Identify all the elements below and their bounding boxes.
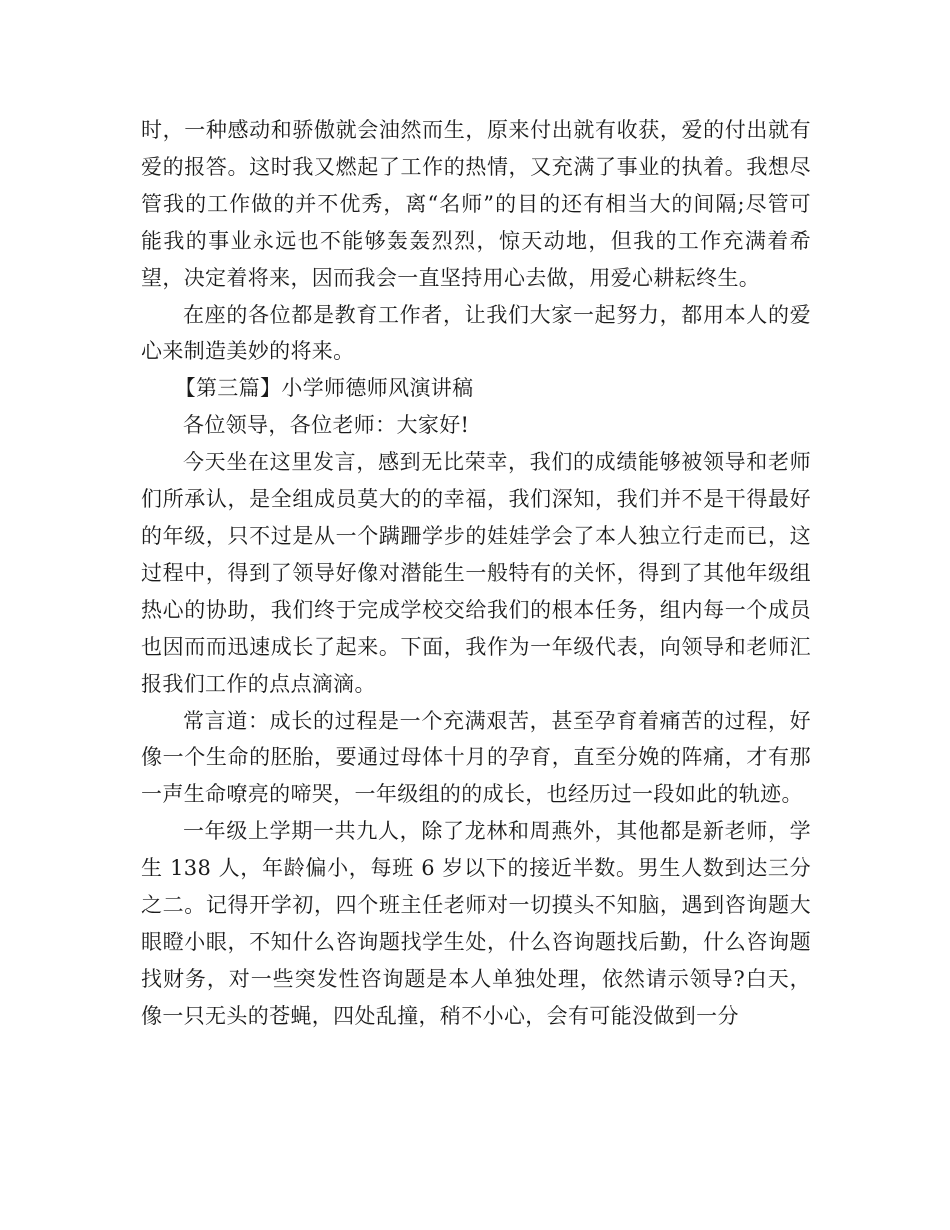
paragraph-greeting: 各位领导，各位老师：大家好! bbox=[183, 413, 470, 438]
paragraph-body: 常言道：成长的过程是一个充满艰苦，甚至孕育着痛苦的过程，好像一个生命的胚胎，要通过母体十月的孕育，直至分娩的阵痛，才有那一声生命嘹亮的啼哭，一年级组的的成长，也经历过一段如此的轨迹。 bbox=[141, 708, 811, 807]
document-page bbox=[141, 112, 811, 1035]
section-heading: 【第三篇】小学师德师风演讲稿 bbox=[174, 376, 474, 401]
paragraph-continuation: 时，一种感动和骄傲就会油然而生，原来付出就有收获，爱的付出就有爱的报答。这时我又燃起了工作的热情，又充满了事业的执着。我想尽管我的工作做的并不优秀，离“名师”的目的还有相当大的间隔;尽管可能我的事业永远也不能够轰轰烈烈，惊天动地，但我的工作充满着希望，决定着将来，因而我会一直坚持用心去做，用爱心耕耘终生。 bbox=[141, 118, 811, 290]
paragraph-body: 今天坐在这里发言，感到无比荣幸，我们的成绩能够被领导和老师们所承认，是全组成员莫大的的幸福，我们深知，我们并不是干得最好的年级，只不过是从一个蹒跚学步的娃娃学会了本人独立行走而已，这过程中，得到了领导好像对潜能生一般特有的关怀，得到了其他年级组热心的协助，我们终于完成学校交给我们的根本任务，组内每一个成员也因而而迅速成长了起来。下面，我作为一年级代表，向领导和老师汇报我们工作的点点滴滴。 bbox=[141, 450, 811, 696]
paragraph-closing: 在座的各位都是教育工作者，让我们大家一起努力，都用本人的爱心来制造美妙的将来。 bbox=[141, 302, 811, 364]
paragraph-body: 一年级上学期一共九人，除了龙林和周燕外，其他都是新老师，学生 138 人，年龄偏小，每班 6 岁以下的接近半数。男生人数到达三分之二。记得开学初，四个班主任老师对一切摸头不知脑，遇到咨询题大眼瞪小眼，不知什么咨询题找学生处，什么咨询题找后勤，什么咨询题找财务，对一些突发性咨询题是本人单独处理，依然请示领导?白天，像一只无头的苍蝇，四处乱撞，稍不小心，会有可能没做到一分 bbox=[141, 819, 811, 1028]
